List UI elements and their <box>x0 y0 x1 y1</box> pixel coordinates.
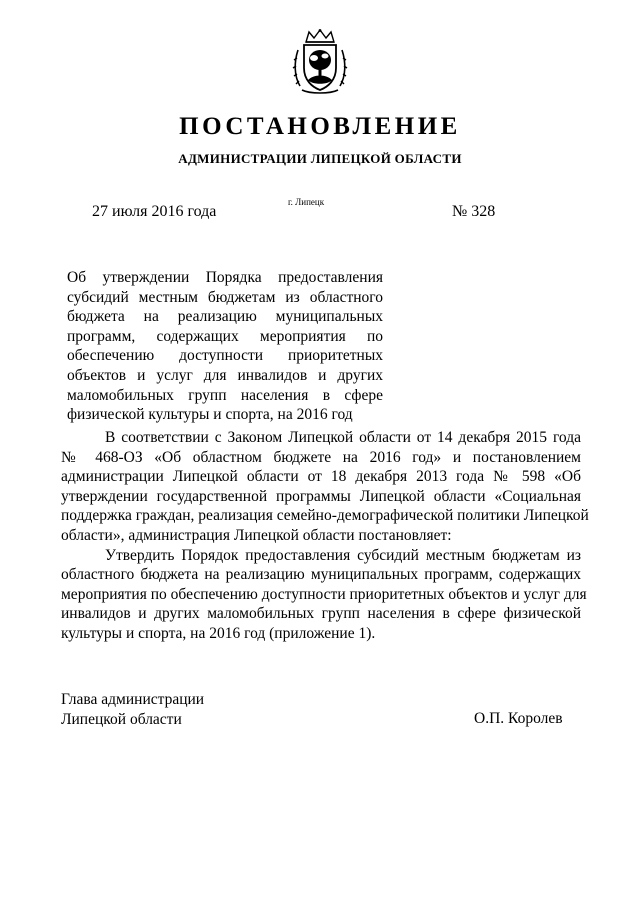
body-line: области», администрация Липецкой области постановляет: <box>61 526 452 544</box>
subject-line: субсидий местным бюджетам из областного <box>67 288 383 306</box>
document-type-title: ПОСТАНОВЛЕНИЕ <box>179 113 461 140</box>
signatory-title-line: Липецкой области <box>61 710 182 728</box>
document-city: г. Липецк <box>288 197 325 207</box>
body-line: поддержка граждан, реализация семейно-демографической политики Липецкой <box>61 507 589 525</box>
document-number: № 328 <box>452 203 496 220</box>
document-date: 27 июля 2016 года <box>92 203 217 220</box>
body-line: Утвердить Порядок предоставления субсидий местным бюджетам из <box>105 546 581 564</box>
subject-line: объектов и услуг для инвалидов и других <box>67 366 383 384</box>
signatory-title-line: Глава администрации <box>61 691 205 708</box>
coat-of-arms-icon <box>292 28 348 96</box>
body-line: областного бюджета на реализацию муниципальных программ, содержащих <box>61 566 581 584</box>
document-issuer: АДМИНИСТРАЦИИ ЛИПЕЦКОЙ ОБЛАСТИ <box>178 151 462 166</box>
signatory-name: О.П. Королев <box>474 710 563 727</box>
subject-line: физической культуры и спорта, на 2016 год <box>67 406 353 424</box>
body-line: администрации Липецкой области от 18 декабря 2013 года № 598 «Об <box>61 468 581 486</box>
body-line: утверждении государственной программы Липецкой области «Социальная <box>61 487 581 505</box>
subject-line: обеспечению доступности приоритетных <box>67 347 383 365</box>
signatory-title <box>61 690 204 729</box>
body-line: культуры и спорта, на 2016 год (приложение 1). <box>61 624 376 642</box>
document-body <box>61 428 589 644</box>
subject-line: Об утверждении Порядка предоставления <box>67 269 383 286</box>
body-line: № 468-ОЗ «Об областном бюджете на 2016 год» и постановлением <box>61 448 581 466</box>
body-line: мероприятия по обеспечению доступности приоритетных объектов и услуг для <box>61 585 587 603</box>
subject-line: маломобильных групп населения в сфере <box>67 386 383 404</box>
subject-line: бюджета на реализацию муниципальных <box>67 308 383 326</box>
subject-line: программ, содержащих мероприятия по <box>67 327 383 345</box>
body-line: В соответствии с Законом Липецкой области от 14 декабря 2015 года <box>105 429 581 446</box>
body-line: инвалидов и других маломобильных групп населения в сфере физической <box>61 605 581 623</box>
document-subject <box>67 268 383 425</box>
